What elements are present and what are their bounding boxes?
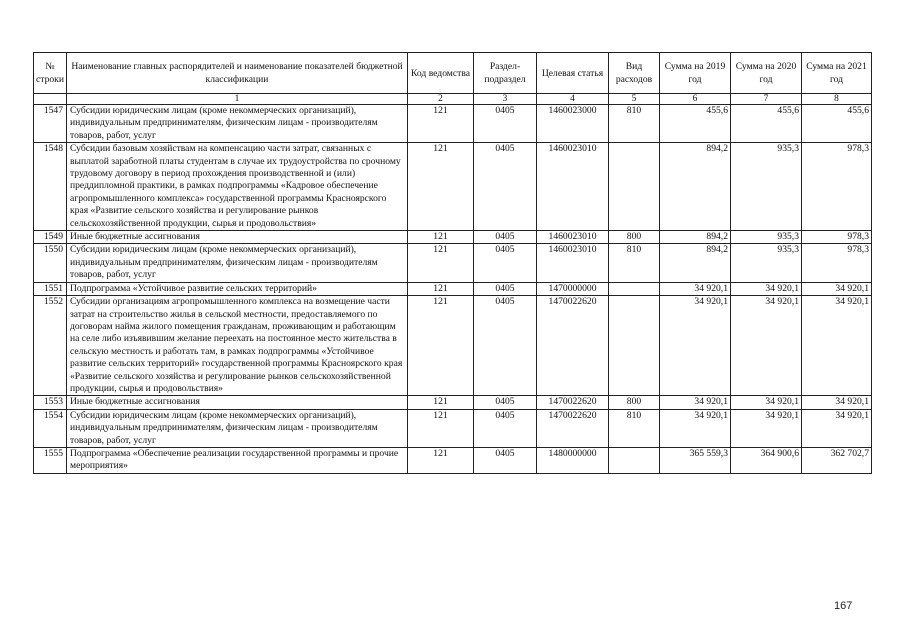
amount-2019: 34 920,1 <box>660 409 731 447</box>
department-code: 121 <box>408 282 474 295</box>
header-row <box>34 53 872 94</box>
item-name: Субсидии организациям агропромышленного комплекса на возмещение части затрат на строительство жилья в сельской местности, предоставляемого по договорам найма жилого помещения гражданам, проживающим и работающим на селе либо изъявившим желание переехать на постоянное место жительства в сельскую местность и работать там, в рамках подпрограммы «Устойчивое развитие сельских территорий» государственной программы Красноярского края «Развитие сельского хозяйства и регулирование рынков сельскохозяйственной продукции, сырья и продовольствия» <box>67 296 408 396</box>
row-number: 1550 <box>34 244 67 282</box>
section-code: 0405 <box>474 244 537 282</box>
table-row <box>34 447 872 473</box>
item-name: Подпрограмма «Устойчивое развитие сельских территорий» <box>67 282 408 295</box>
header-cell: Код ведомства <box>408 53 474 94</box>
expense-type <box>609 282 660 295</box>
column-number: 5 <box>609 94 660 105</box>
header-cell: Вид расходов <box>609 53 660 94</box>
amount-2020: 34 920,1 <box>731 409 802 447</box>
amount-2019: 455,6 <box>660 105 731 143</box>
target-article: 1470000000 <box>537 282 609 295</box>
amount-2020: 34 920,1 <box>731 296 802 396</box>
target-article: 1460023010 <box>537 231 609 244</box>
header-cell: Раздел-подраздел <box>474 53 537 94</box>
table-row <box>34 244 872 282</box>
department-code: 121 <box>408 409 474 447</box>
table-row <box>34 143 872 231</box>
header-cell: Сумма на 2021 год <box>802 53 872 94</box>
column-number-row <box>34 94 872 105</box>
amount-2019: 894,2 <box>660 231 731 244</box>
amount-2019: 365 559,3 <box>660 447 731 473</box>
amount-2021: 978,3 <box>802 231 872 244</box>
header-cell: Целевая статья <box>537 53 609 94</box>
section-code: 0405 <box>474 409 537 447</box>
section-code: 0405 <box>474 396 537 409</box>
item-name: Субсидии юридическим лицам (кроме некоммерческих организаций), индивидуальным предпринимателям, физическим лицам - производителям товаров, работ, услуг <box>67 244 408 282</box>
table-row <box>34 231 872 244</box>
table-row <box>34 282 872 295</box>
section-code: 0405 <box>474 296 537 396</box>
target-article: 1470022620 <box>537 296 609 396</box>
target-article: 1460023010 <box>537 143 609 231</box>
column-number: 7 <box>731 94 802 105</box>
header-cell: № строки <box>34 53 67 94</box>
table-row <box>34 396 872 409</box>
department-code: 121 <box>408 231 474 244</box>
amount-2020: 34 920,1 <box>731 396 802 409</box>
department-code: 121 <box>408 447 474 473</box>
amount-2019: 894,2 <box>660 143 731 231</box>
amount-2021: 455,6 <box>802 105 872 143</box>
row-number: 1554 <box>34 409 67 447</box>
item-name: Субсидии базовым хозяйствам на компенсацию части затрат, связанных с выплатой заработной платы студентам в случае их трудоустройства по срочному трудовому договору в период прохождения производственной и (или) преддипломной практики, в рамках подпрограммы «Кадровое обеспечение агропромышленного комплекса» государственной программы Красноярского края «Развитие сельского хозяйства и регулирование рынков сельскохозяйственной продукции, сырья и продовольствия» <box>67 143 408 231</box>
amount-2020: 935,3 <box>731 244 802 282</box>
department-code: 121 <box>408 143 474 231</box>
expense-type: 800 <box>609 231 660 244</box>
item-name: Субсидии юридическим лицам (кроме некоммерческих организаций), индивидуальным предпринимателям, физическим лицам - производителям товаров, работ, услуг <box>67 105 408 143</box>
target-article: 1460023010 <box>537 244 609 282</box>
expense-type: 810 <box>609 244 660 282</box>
item-name: Иные бюджетные ассигнования <box>67 231 408 244</box>
column-number: 8 <box>802 94 872 105</box>
amount-2019: 34 920,1 <box>660 282 731 295</box>
expense-type <box>609 447 660 473</box>
row-number: 1548 <box>34 143 67 231</box>
page-number: 167 <box>834 600 853 612</box>
column-number: 6 <box>660 94 731 105</box>
column-number: 3 <box>474 94 537 105</box>
target-article: 1460023000 <box>537 105 609 143</box>
item-name: Субсидии юридическим лицам (кроме некоммерческих организаций), индивидуальным предпринимателям, физическим лицам - производителям товаров, работ, услуг <box>67 409 408 447</box>
section-code: 0405 <box>474 105 537 143</box>
expense-type <box>609 143 660 231</box>
target-article: 1480000000 <box>537 447 609 473</box>
column-number: 2 <box>408 94 474 105</box>
column-number: 1 <box>67 94 408 105</box>
section-code: 0405 <box>474 143 537 231</box>
table-row <box>34 296 872 396</box>
table-row <box>34 105 872 143</box>
amount-2019: 34 920,1 <box>660 396 731 409</box>
row-number: 1553 <box>34 396 67 409</box>
amount-2019: 894,2 <box>660 244 731 282</box>
section-code: 0405 <box>474 231 537 244</box>
header-cell: Сумма на 2019 год <box>660 53 731 94</box>
amount-2020: 935,3 <box>731 143 802 231</box>
expense-type: 810 <box>609 409 660 447</box>
expense-type: 810 <box>609 105 660 143</box>
department-code: 121 <box>408 244 474 282</box>
target-article: 1470022620 <box>537 409 609 447</box>
amount-2021: 362 702,7 <box>802 447 872 473</box>
section-code: 0405 <box>474 447 537 473</box>
amount-2021: 978,3 <box>802 244 872 282</box>
row-number: 1551 <box>34 282 67 295</box>
amount-2020: 455,6 <box>731 105 802 143</box>
budget-table <box>33 52 872 474</box>
row-number: 1555 <box>34 447 67 473</box>
amount-2020: 935,3 <box>731 231 802 244</box>
row-number: 1547 <box>34 105 67 143</box>
header-cell: Сумма на 2020 год <box>731 53 802 94</box>
expense-type: 800 <box>609 396 660 409</box>
department-code: 121 <box>408 105 474 143</box>
amount-2020: 34 920,1 <box>731 282 802 295</box>
header-cell: Наименование главных распорядителей и наименование показателей бюджетной классификации <box>67 53 408 94</box>
amount-2021: 34 920,1 <box>802 296 872 396</box>
amount-2021: 34 920,1 <box>802 396 872 409</box>
column-number <box>34 94 67 105</box>
amount-2021: 34 920,1 <box>802 282 872 295</box>
item-name: Подпрограмма «Обеспечение реализации государственной программы и прочие мероприятия» <box>67 447 408 473</box>
amount-2021: 978,3 <box>802 143 872 231</box>
row-number: 1549 <box>34 231 67 244</box>
amount-2020: 364 900,6 <box>731 447 802 473</box>
amount-2021: 34 920,1 <box>802 409 872 447</box>
item-name: Иные бюджетные ассигнования <box>67 396 408 409</box>
column-number: 4 <box>537 94 609 105</box>
table-body <box>34 105 872 474</box>
table-row <box>34 409 872 447</box>
target-article: 1470022620 <box>537 396 609 409</box>
expense-type <box>609 296 660 396</box>
amount-2019: 34 920,1 <box>660 296 731 396</box>
row-number: 1552 <box>34 296 67 396</box>
department-code: 121 <box>408 296 474 396</box>
department-code: 121 <box>408 396 474 409</box>
section-code: 0405 <box>474 282 537 295</box>
